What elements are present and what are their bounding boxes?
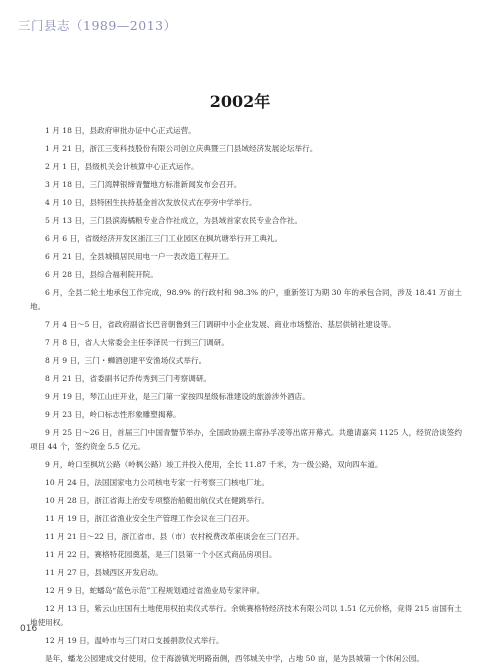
chronicle-entry: 6 月 6 日，省级经济开发区浙江三门工业园区在枫坑塘举行开工典礼。 <box>45 234 283 243</box>
chronicle-entry: 6 月 21 日，全县城镇居民用电一户一表改造工程开工。 <box>45 252 234 261</box>
chronicle-entry: 10 月 28 日，浙江省海上治安专项整治船艇出航仪式在健跳举行。 <box>45 496 270 505</box>
chronicle-entry: 12 月 9 日，蛇蟠岛“蓝色示范”工程规划通过省渔业局专家评审。 <box>45 586 265 595</box>
year-section-title: 2002年 <box>209 92 271 111</box>
chronicle-entry: 是年，蟠龙公园建成交付使用，位于海游镇光明路南侧，西邻城关中学，占地 50 亩，是为县城第一个休闲公园。 <box>45 654 424 663</box>
chronicle-entry: 9 月 19 日，琴江山庄开业，是三门第一家按四星级标准建设的旅游涉外酒店。 <box>45 392 310 401</box>
chronicle-entry: 9 月 23 日，岭口标志性形象雕塑揭幕。 <box>45 410 181 419</box>
chronicle-entry: 12 月 19 日，温岭市与三门对口支援捐款仪式举行。 <box>45 636 224 645</box>
chronicle-entry: 3 月 18 日，三门湾牌银缔青蟹地方标准新闻发布会召开。 <box>45 180 242 189</box>
chronicle-entry: 8 月 21 日，省委副书记乔传秀到三门考察调研。 <box>45 374 212 383</box>
chronicle-entry: 11 月 27 日，县城西区开发启动。 <box>45 568 163 577</box>
chronicle-entry: 7 月 8 日，省人大常委会主任李泽民一行到三门调研。 <box>45 338 229 347</box>
chronicle-entry: 12 月 13 日，紫云山庄国有土地使用权拍卖仪式举行。余姚赛格特经济技术有限公司以 1.51 亿元价格，竞得 215 亩国有土地使用权。 <box>30 604 462 627</box>
chronicle-entry: 4 月 10 日，县特困生扶持基金首次发放仪式在亭旁中学举行。 <box>45 198 257 207</box>
page-number: 016 <box>20 624 38 634</box>
chronicle-entry-list <box>30 124 462 670</box>
chronicle-entry: 5 月 13 日，三门县滨海橘粮专业合作社成立，为县域首家农民专业合作社。 <box>45 216 303 225</box>
chronicle-entry: 1 月 21 日，浙江三变科技股份有限公司创立庆典暨三门县域经济发展论坛举行。 <box>45 144 318 153</box>
chronicle-entry: 9 月，岭口至枫坑公路（岭枫公路）竣工并投入使用，全长 11.87 千米，为一级公路，双向四车道。 <box>45 460 383 469</box>
chronicle-entry: 11 月 19 日，浙江省渔业安全生产管理工作会议在三门召开。 <box>45 514 254 523</box>
chronicle-entry: 2 月 1 日，县级机关会计核算中心正式运作。 <box>45 162 199 171</box>
chronicle-entry: 7 月 4 日～5 日，省政府副省长巴音朝鲁到三门调研中小企业发展、商业市场整治、基层供销社建设等。 <box>45 320 396 329</box>
chronicle-entry: 11 月 22 日，赛格特花园奠基，是三门县第一个小区式商品房项目。 <box>45 550 277 559</box>
book-header-title: 三门县志（1989—2013） <box>18 18 177 33</box>
chronicle-entry: 11 月 21 日～22 日，浙江省市、县（市）农村税费改革座谈会在三门召开。 <box>45 532 304 541</box>
chronicle-entry: 1 月 18 日，县政府审批办证中心正式运营。 <box>45 126 196 135</box>
chronicle-entry: 6 月 28 日，县综合福利院开院。 <box>45 270 158 279</box>
chronicle-entry: 6 月，全县二轮土地承包工作完成，98.9% 的行政村和 98.3% 的户，重新签订为期 30 年的承包合同，涉及 18.41 万亩土地。 <box>30 288 462 311</box>
chronicle-entry: 10 月 24 日，法国国家电力公司核电专家一行考察三门核电厂址。 <box>45 478 270 487</box>
chronicle-entry: 9 月 25 日～26 日，首届三门中国青蟹节举办，全国政协副主席孙孚凌等出席开幕式。共邀请嘉宾 1125 人，经贸洽谈签约项目 44 个，签约资金 5.5 亿元。 <box>30 428 462 451</box>
chronicle-entry: 8 月 9 日，三门・蛳酒创建平安渔场仪式举行。 <box>45 356 207 365</box>
